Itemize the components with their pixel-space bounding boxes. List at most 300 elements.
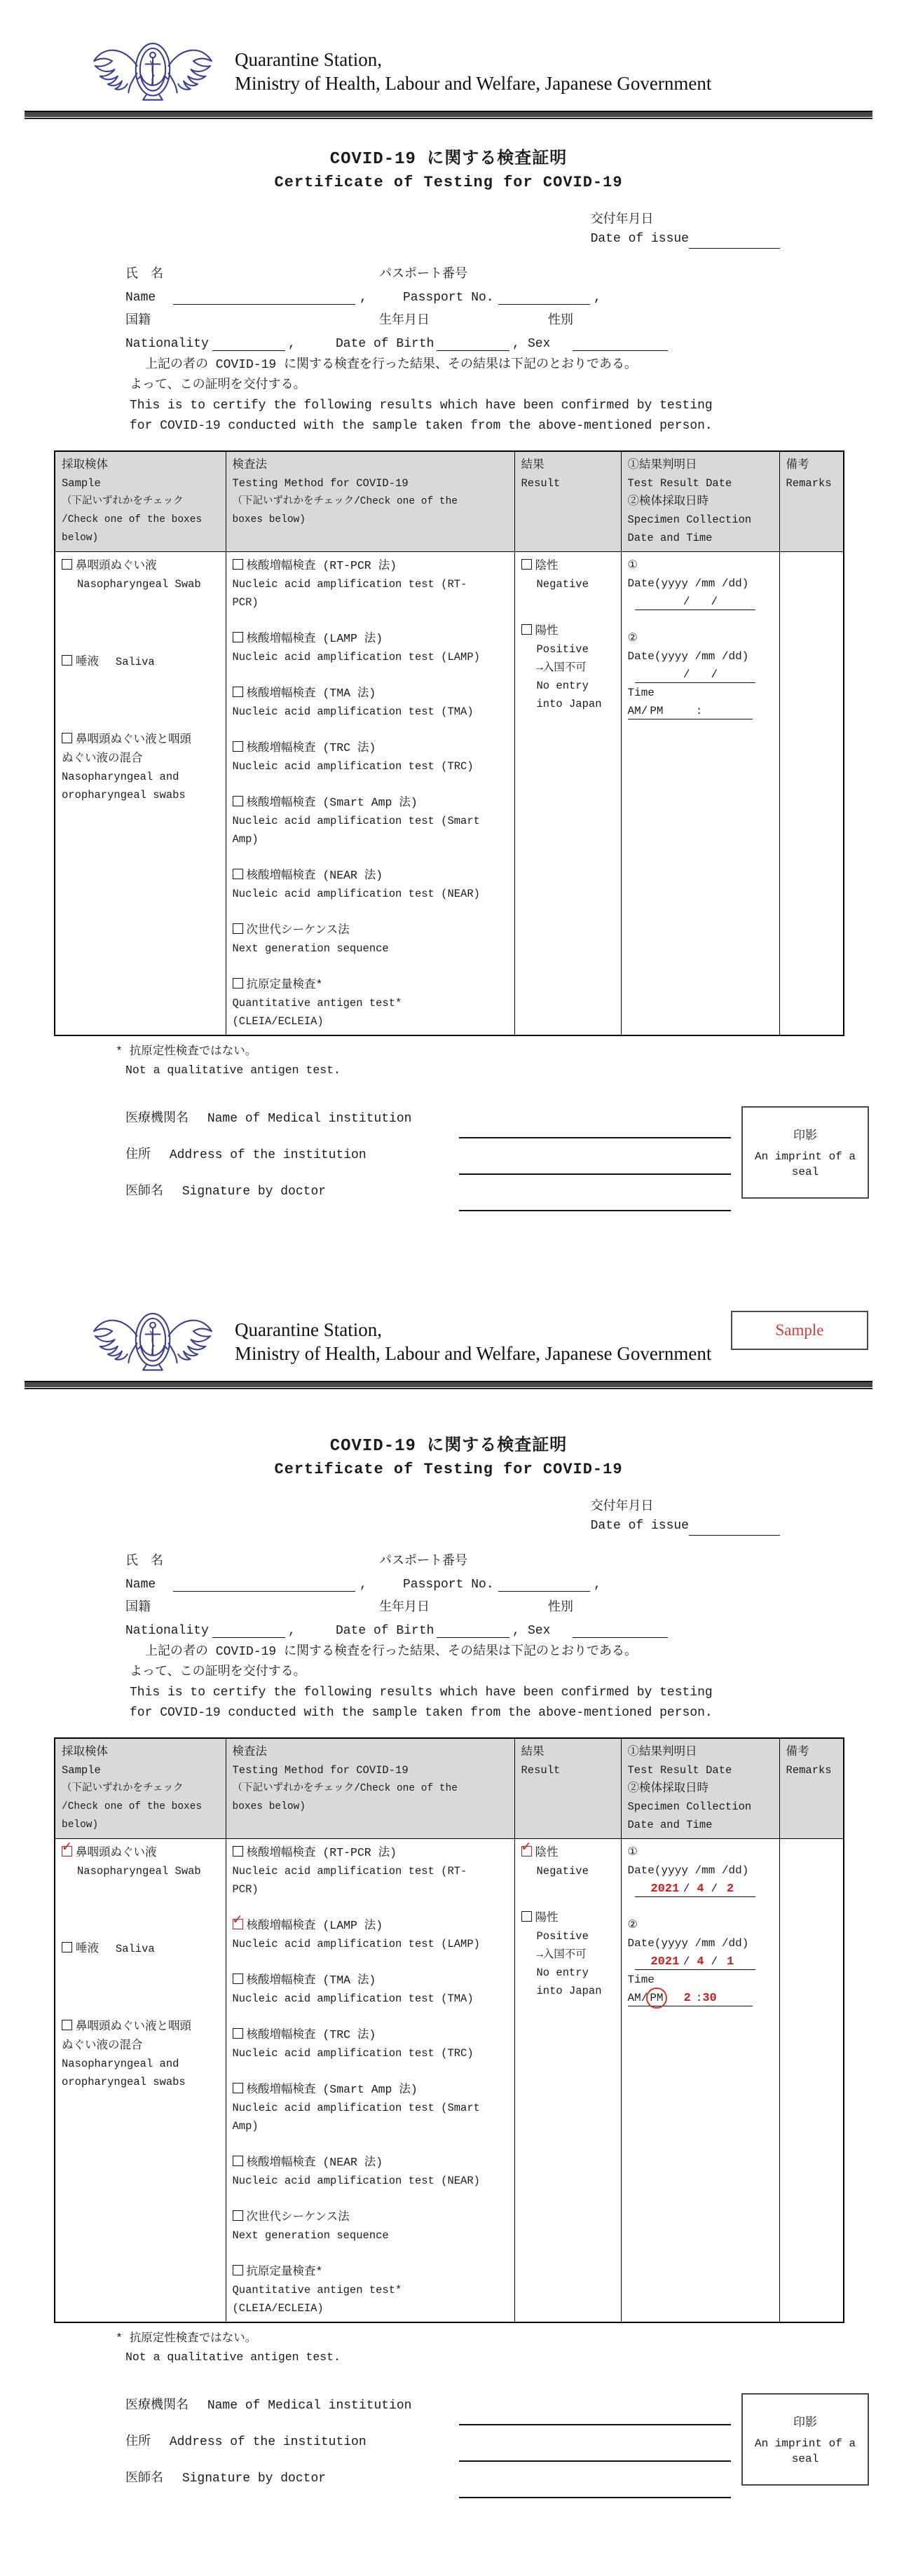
checkbox-icon	[233, 1913, 243, 1929]
checkbox-sample-saliva[interactable]	[62, 652, 219, 671]
checkbox-result-negative[interactable]	[521, 1840, 615, 1880]
certify-en-line1: This is to certify the following results which have been confirmed by testing	[130, 1686, 713, 1700]
checkbox-method-ngs[interactable]	[233, 2207, 508, 2245]
checkbox-sample-saliva[interactable]	[62, 1939, 219, 1958]
page-root	[0, 39, 897, 2514]
header-date-l2: Test Result Date	[627, 477, 732, 490]
date-of-issue-input-line[interactable]	[689, 1520, 780, 1536]
result-date-block	[628, 1843, 773, 1898]
doctor-signature-input-line[interactable]	[459, 2483, 731, 2498]
test-result-table	[54, 1737, 844, 2323]
spacer	[521, 1880, 615, 1908]
collection-date-year: 2021	[650, 1955, 680, 1969]
seal-label-en	[755, 1149, 856, 1180]
header-sample-jp: 採取検体	[62, 458, 108, 471]
result-date-day: 2	[727, 1882, 734, 1896]
header-sample-note2: /Check one of the boxes	[62, 1801, 203, 1812]
comma: ,	[288, 1624, 296, 1638]
table-footnote	[54, 2329, 843, 2367]
header-remarks-en: Remarks	[786, 477, 832, 490]
header-date-column	[621, 451, 779, 552]
checkbox-method-lamp[interactable]	[233, 629, 508, 666]
dob-input-line[interactable]	[437, 336, 509, 351]
doctor-signature-input-line[interactable]	[459, 1196, 731, 1211]
checkbox-method-smartamp[interactable]	[233, 2080, 508, 2135]
header-sample-note1: （下記いずれかをチェック	[62, 496, 184, 507]
table-header-row	[55, 1738, 844, 1839]
method-tma-en: Nucleic acid amplification test (TMA)	[232, 1992, 474, 2005]
method-trc-en: Nucleic acid amplification test (TRC)	[232, 760, 474, 773]
pm-label: PM	[650, 1992, 664, 2004]
passport-label-jp: パスポート番号	[379, 1555, 467, 1569]
seal-imprint-box	[741, 1106, 869, 1199]
header-date-l1: ①結果判明日	[627, 1745, 697, 1758]
sample-mixed-en2: oropharyngeal swabs	[62, 789, 186, 801]
sex-label-jp: 性別	[548, 314, 573, 328]
comma: ,	[512, 1624, 520, 1638]
dob-label-jp: 生年月日	[379, 1601, 430, 1615]
header-sample-note1: （下記いずれかをチェック	[62, 1783, 184, 1794]
method-rtpcr-en2: PCR)	[232, 1883, 259, 1896]
result-positive-en: Positive	[536, 1930, 589, 1943]
collection-date-input-line[interactable]	[635, 666, 755, 683]
date-of-issue-input-line[interactable]	[689, 233, 780, 249]
sample-mixed-jp2: ぬぐい液の混合	[62, 752, 143, 765]
colon: :	[695, 705, 703, 717]
winged-anchor-logo-icon	[89, 39, 217, 102]
collection-date-input-line[interactable]	[635, 1952, 755, 1970]
pm-label: PM	[650, 705, 664, 717]
dob-input-line[interactable]	[437, 1623, 509, 1638]
method-near-en: Nucleic acid amplification test (NEAR)	[232, 2175, 480, 2187]
result-date-month: 4	[697, 1882, 704, 1896]
header-sample-note3: below)	[62, 532, 99, 544]
dates-cell	[621, 1839, 779, 2323]
dob-label-en: Date of Birth	[336, 337, 434, 351]
method-rtpcr-en: Nucleic acid amplification test (RT-	[232, 578, 467, 591]
slash: /	[711, 1955, 718, 1968]
comma: ,	[360, 291, 367, 305]
result-positive-note-en2: into Japan	[536, 698, 602, 710]
institution-name-input-line[interactable]	[459, 1123, 731, 1138]
checkbox-icon	[62, 733, 72, 743]
slash: /	[683, 668, 690, 681]
spacer	[62, 1880, 219, 1939]
document-title	[54, 148, 843, 194]
header-date-column	[621, 1738, 779, 1839]
remarks-cell[interactable]	[779, 552, 844, 1036]
result-date-block	[628, 556, 773, 611]
sex-label-en: Sex	[528, 1624, 551, 1638]
method-tma-jp: 核酸増幅検査 (TMA 法)	[246, 687, 376, 700]
seal-label-en-line1: An imprint of a	[754, 1150, 856, 1163]
slash: /	[711, 1882, 718, 1895]
method-antigen-jp: 抗原定量検査*	[246, 2265, 323, 2278]
checkbox-icon	[233, 687, 243, 697]
collection-time-input-line[interactable]	[628, 702, 753, 719]
nationality-input-line[interactable]	[212, 1623, 285, 1638]
result-positive-note-en1: No entry	[536, 680, 589, 692]
result-date-input-line[interactable]	[635, 1880, 755, 1897]
checkbox-method-tma[interactable]	[233, 1971, 508, 2008]
checkbox-icon	[233, 559, 243, 570]
footnote-en: Not a qualitative antigen test.	[125, 2350, 341, 2364]
doctor-label-en: Signature by doctor	[182, 1185, 327, 1199]
method-lamp-jp: 核酸増幅検査 (LAMP 法)	[246, 1919, 383, 1932]
checkmark-icon: ✓	[233, 1913, 242, 1929]
checkbox-method-ngs[interactable]	[233, 921, 508, 958]
ministry-name	[235, 48, 711, 95]
ministry-name-line1: Quarantine Station,	[235, 49, 382, 70]
date-of-issue-label-jp: 交付年月日	[590, 213, 654, 227]
identity-fields	[54, 1547, 843, 1639]
collection-time-minutes: 30	[702, 1992, 717, 2005]
header-method-en: Testing Method for COVID-19	[232, 1764, 409, 1777]
passport-label-jp: パスポート番号	[379, 268, 467, 282]
institution-address-label-jp: 住所	[125, 2435, 151, 2449]
spacer	[62, 593, 219, 652]
method-smartamp-en: Nucleic acid amplification test (Smart	[232, 2102, 480, 2114]
method-smartamp-jp: 核酸増幅検査 (Smart Amp 法)	[246, 796, 418, 809]
checkbox-method-tma[interactable]	[233, 684, 508, 721]
result-date-input-line[interactable]	[635, 593, 755, 610]
sample-cell	[55, 1839, 226, 2323]
result-negative-en: Negative	[536, 1865, 589, 1878]
method-trc-jp: 核酸増幅検査 (TRC 法)	[246, 2028, 376, 2041]
header-method-note2: boxes below)	[232, 514, 306, 525]
header-method-column	[226, 451, 514, 552]
header-date-l5: Date and Time	[627, 532, 713, 544]
remarks-cell[interactable]	[779, 1839, 844, 2323]
header-remarks-column	[779, 1738, 844, 1839]
sample-nasopharyngeal-en: Nasopharyngeal Swab	[77, 578, 201, 591]
slash: /	[641, 1992, 648, 2004]
pm-option[interactable]	[646, 1988, 666, 2009]
sample-saliva-en: Saliva	[115, 1943, 155, 1955]
header-date-l3: ②検体採取日時	[627, 495, 708, 508]
doctor-signature-row	[54, 2467, 843, 2504]
document-title-en: Certificate of Testing for COVID-19	[274, 1461, 623, 1478]
institution-address-input-line[interactable]	[459, 1159, 731, 1175]
method-smartamp-en2: Amp)	[232, 833, 259, 846]
header-remarks-jp: 備考	[786, 458, 809, 471]
header-method-jp: 検査法	[232, 1745, 267, 1758]
ministry-name-line1: Quarantine Station,	[235, 1319, 382, 1340]
nationality-label-jp: 国籍	[125, 1601, 151, 1615]
method-tma-jp: 核酸増幅検査 (TMA 法)	[246, 1974, 376, 1987]
checkbox-icon	[233, 2083, 243, 2093]
certify-jp-line1: 上記の者の COVID-19 に関する検査を行った結果、その結果は下記のとおりである。	[145, 1645, 638, 1659]
collection-date-format-label: Date(yyyy /mm /dd)	[627, 650, 749, 663]
passport-input-line[interactable]	[498, 1576, 590, 1592]
result-positive-jp: 陽性	[535, 624, 559, 638]
sex-input-line[interactable]	[573, 336, 668, 351]
checkbox-icon	[233, 796, 243, 806]
result-negative-jp: 陰性	[535, 1846, 559, 1859]
header-date-l5: Date and Time	[627, 1819, 713, 1831]
result-cell	[514, 552, 621, 1036]
header-date-l4: Specimen Collection	[627, 1800, 752, 1813]
spacer	[62, 671, 219, 730]
collection-time-row	[628, 1971, 773, 2007]
collection-time-hour: 2	[683, 1992, 691, 2005]
checkbox-icon	[521, 624, 532, 635]
sex-label-en: Sex	[528, 337, 551, 351]
checkbox-sample-mixed[interactable]	[62, 730, 219, 804]
sample-mixed-en1: Nasopharyngeal and	[62, 771, 179, 783]
method-antigen-en: Quantitative antigen test*	[232, 997, 402, 1010]
collection-date-month: 4	[697, 1955, 704, 1969]
checkbox-method-near[interactable]	[233, 2153, 508, 2190]
time-label: Time	[627, 1974, 655, 1986]
document-title-jp: COVID-19 に関する検査証明	[329, 150, 568, 169]
header-remarks-column	[779, 451, 844, 552]
name-label-en: Name	[125, 1578, 156, 1592]
checkbox-method-smartamp[interactable]	[233, 793, 508, 848]
pm-option[interactable]	[646, 701, 666, 722]
checkbox-method-near[interactable]	[233, 866, 508, 903]
sample-stamp-badge	[731, 1311, 868, 1350]
checkbox-icon	[233, 632, 243, 642]
document-title	[54, 1435, 843, 1481]
sample-mixed-en2: oropharyngeal swabs	[62, 2076, 186, 2088]
seal-label-en	[755, 2436, 856, 2467]
sample-stamp-label: Sample	[775, 1321, 824, 1339]
header-result-column	[514, 1738, 621, 1839]
collection-time-input-line[interactable]	[628, 1989, 753, 2006]
am-option[interactable]: AM	[627, 1992, 641, 2004]
am-option[interactable]: AM	[627, 705, 641, 717]
nationality-label-jp: 国籍	[125, 314, 151, 328]
institution-block	[54, 2395, 856, 2514]
checkmark-icon: ✓	[521, 1840, 531, 1856]
spacer	[62, 1958, 219, 2017]
comma: ,	[594, 291, 601, 305]
sex-input-line[interactable]	[573, 1623, 668, 1638]
colon: :	[695, 1992, 703, 2004]
header-divider	[25, 1381, 872, 1390]
checkbox-method-antigen[interactable]	[233, 975, 508, 1031]
passport-label-en: Passport No.	[403, 1578, 494, 1592]
checkbox-result-negative[interactable]	[521, 556, 615, 593]
sample-saliva-en: Saliva	[115, 656, 155, 668]
method-rtpcr-en2: PCR)	[232, 596, 259, 609]
comma: ,	[288, 337, 296, 351]
checkbox-sample-mixed[interactable]	[62, 2017, 219, 2091]
result-cell	[514, 1839, 621, 2323]
certify-jp-line2: よって、この証明を交付する。	[130, 1665, 306, 1679]
result-positive-note-en1: No entry	[536, 1967, 589, 1979]
certify-en-line2: for COVID-19 conducted with the sample taken from the above-mentioned person.	[130, 1706, 713, 1720]
result-positive-note-jp: →入国不可	[536, 661, 587, 674]
header-sample-note2: /Check one of the boxes	[62, 514, 203, 525]
sample-mixed-jp2: ぬぐい液の混合	[62, 2039, 143, 2052]
institution-name-row	[54, 2395, 843, 2431]
table-body-row	[55, 552, 844, 1036]
method-ngs-en: Next generation sequence	[232, 2229, 389, 2242]
checkbox-icon	[62, 2020, 72, 2030]
collection-date-day: 1	[727, 1955, 734, 1969]
institution-address-label-en: Address of the institution	[169, 2435, 367, 2449]
date-of-issue-label-jp: 交付年月日	[590, 1500, 654, 1514]
result-positive-note-en2: into Japan	[536, 1985, 602, 1997]
checkbox-icon	[62, 559, 72, 570]
ministry-name-line2: Ministry of Health, Labour and Welfare, Japanese Government	[235, 1343, 712, 1364]
sample-mixed-en1: Nasopharyngeal and	[62, 2058, 179, 2070]
header-divider	[25, 111, 872, 120]
checkbox-icon	[233, 741, 243, 752]
collection-date-format-label: Date(yyyy /mm /dd)	[627, 1937, 749, 1950]
checkbox-icon	[233, 2156, 243, 2166]
doctor-label-jp: 医師名	[125, 1185, 163, 1199]
checkbox-icon	[521, 1840, 532, 1857]
winged-anchor-logo-icon	[89, 1309, 217, 1372]
checkbox-method-trc[interactable]	[233, 2025, 508, 2062]
table-header-row	[55, 451, 844, 552]
checkbox-method-rtpcr[interactable]	[233, 556, 508, 612]
sample-cell	[55, 552, 226, 1036]
checkbox-icon	[233, 2265, 243, 2275]
comma: ,	[360, 1578, 367, 1592]
dob-label-en: Date of Birth	[336, 1624, 434, 1638]
date-of-issue-label-en: Date of issue	[590, 232, 689, 246]
checkbox-icon	[233, 1846, 243, 1857]
checkbox-icon	[233, 2028, 243, 2039]
seal-label-en-line2: seal	[791, 2453, 819, 2465]
slash: /	[683, 1882, 690, 1895]
checkbox-icon	[521, 559, 532, 570]
method-trc-jp: 核酸増幅検査 (TRC 法)	[246, 741, 376, 755]
method-ngs-jp: 次世代シーケンス法	[246, 2210, 350, 2224]
header-result-jp: 結果	[521, 458, 545, 471]
header-sample-column	[55, 1738, 226, 1839]
doctor-signature-row	[54, 1180, 843, 1217]
method-ngs-jp: 次世代シーケンス法	[246, 923, 350, 937]
name-label-en: Name	[125, 291, 156, 305]
collection-date-block	[628, 1916, 773, 2007]
checkbox-result-positive[interactable]	[521, 621, 615, 713]
method-lamp-en: Nucleic acid amplification test (LAMP)	[232, 651, 480, 663]
name-input-line[interactable]	[173, 289, 355, 305]
name-input-line[interactable]	[173, 1576, 355, 1592]
comma: ,	[512, 337, 520, 351]
sex-label-jp: 性別	[548, 1601, 573, 1615]
time-label: Time	[627, 687, 655, 699]
collection-time-row	[628, 684, 773, 720]
institution-address-input-line[interactable]	[459, 2446, 731, 2462]
sample-nasopharyngeal-en: Nasopharyngeal Swab	[77, 1865, 201, 1878]
ministry-name-line2: Ministry of Health, Labour and Welfare, Japanese Government	[235, 73, 712, 94]
checkbox-method-trc[interactable]	[233, 738, 508, 776]
checkbox-sample-nasopharyngeal[interactable]	[62, 1840, 219, 1880]
institution-address-label-en: Address of the institution	[169, 1148, 367, 1162]
checkbox-sample-nasopharyngeal[interactable]	[62, 556, 219, 593]
header-method-note2: boxes below)	[232, 1801, 306, 1812]
checkbox-result-positive[interactable]	[521, 1908, 615, 2000]
header-method-note1: （下記いずれかをチェック/Check one of the	[232, 496, 458, 507]
header-sample-column	[55, 451, 226, 552]
table-body-row	[55, 1839, 844, 2323]
result-positive-note-jp: →入国不可	[536, 1948, 587, 1961]
checkbox-icon	[62, 655, 72, 666]
header-result-jp: 結果	[521, 1745, 545, 1758]
checkbox-method-lamp[interactable]	[232, 1913, 508, 1953]
checkbox-method-rtpcr[interactable]	[233, 1843, 508, 1899]
institution-name-label-jp: 医療機関名	[125, 1112, 189, 1126]
header-method-en: Testing Method for COVID-19	[232, 477, 409, 490]
method-rtpcr-jp: 核酸増幅検査 (RT-PCR 法)	[246, 1846, 397, 1859]
header-sample-en: Sample	[62, 1764, 101, 1777]
sample-mixed-jp1: 鼻咽頭ぬぐい液と咽頭	[76, 733, 191, 746]
nationality-input-line[interactable]	[212, 336, 285, 351]
sample-nasopharyngeal-jp: 鼻咽頭ぬぐい液	[76, 559, 157, 572]
checkbox-method-antigen[interactable]	[233, 2262, 508, 2317]
certification-statement	[54, 355, 843, 436]
header-sample-note3: below)	[62, 1819, 99, 1831]
method-antigen-en: Quantitative antigen test*	[232, 2284, 402, 2296]
method-antigen-jp: 抗原定量検査*	[246, 978, 323, 991]
sample-nasopharyngeal-jp: 鼻咽頭ぬぐい液	[76, 1846, 157, 1859]
method-smartamp-en2: Amp)	[232, 2120, 259, 2133]
ministry-header	[54, 1309, 843, 1374]
date-of-issue-label-en: Date of issue	[590, 1519, 689, 1533]
method-antigen-en2: (CLEIA/ECLEIA)	[232, 1015, 324, 1028]
method-lamp-jp: 核酸増幅検査 (LAMP 法)	[246, 632, 383, 645]
result-date-year: 2021	[650, 1882, 680, 1896]
seal-label-jp: 印影	[793, 1130, 817, 1143]
circled-2-marker: ②	[627, 632, 638, 645]
checkbox-icon	[233, 923, 243, 934]
institution-address-row	[54, 1144, 843, 1180]
institution-name-label-en: Name of Medical institution	[207, 2399, 412, 2413]
footnote-en: Not a qualitative antigen test.	[125, 1063, 341, 1077]
document-title-en: Certificate of Testing for COVID-19	[274, 174, 623, 191]
date-of-issue-block	[591, 1498, 780, 1536]
method-cell	[226, 1839, 514, 2323]
sample-mixed-jp1: 鼻咽頭ぬぐい液と咽頭	[76, 2020, 191, 2033]
seal-imprint-box	[741, 2393, 869, 2486]
name-label-jp: 氏 名	[125, 1555, 163, 1569]
circled-2-marker: ②	[627, 1919, 638, 1931]
sample-saliva-jp: 唾液	[76, 1942, 99, 1955]
certificate-form-sample	[0, 1309, 897, 2514]
certify-en-line2: for COVID-19 conducted with the sample taken from the above-mentioned person.	[130, 419, 713, 433]
certify-en-line1: This is to certify the following results which have been confirmed by testing	[130, 399, 713, 413]
result-date-format-label: Date(yyyy /mm /dd)	[627, 1864, 749, 1877]
method-near-jp: 核酸増幅検査 (NEAR 法)	[246, 2156, 383, 2169]
method-rtpcr-jp: 核酸増幅検査 (RT-PCR 法)	[246, 559, 397, 572]
table-footnote	[54, 1042, 843, 1080]
doctor-label-jp: 医師名	[125, 2472, 163, 2486]
passport-input-line[interactable]	[498, 289, 590, 305]
institution-block	[54, 1108, 856, 1227]
institution-name-input-line[interactable]	[459, 2410, 731, 2425]
comma: ,	[594, 1578, 601, 1592]
certify-jp-line1: 上記の者の COVID-19 に関する検査を行った結果、その結果は下記のとおりである。	[145, 358, 638, 372]
slash: /	[711, 595, 718, 608]
checkbox-icon	[233, 869, 243, 879]
method-cell	[226, 552, 514, 1036]
identity-fields	[54, 260, 843, 352]
method-tma-en: Nucleic acid amplification test (TMA)	[232, 705, 474, 718]
institution-name-row	[54, 1108, 843, 1144]
result-negative-en: Negative	[536, 578, 589, 591]
checkmark-icon: ✓	[62, 1840, 71, 1856]
header-date-l4: Specimen Collection	[627, 514, 752, 526]
checkbox-icon	[233, 2210, 243, 2221]
document-title-jp: COVID-19 に関する検査証明	[329, 1437, 568, 1456]
certification-statement	[54, 1642, 843, 1723]
